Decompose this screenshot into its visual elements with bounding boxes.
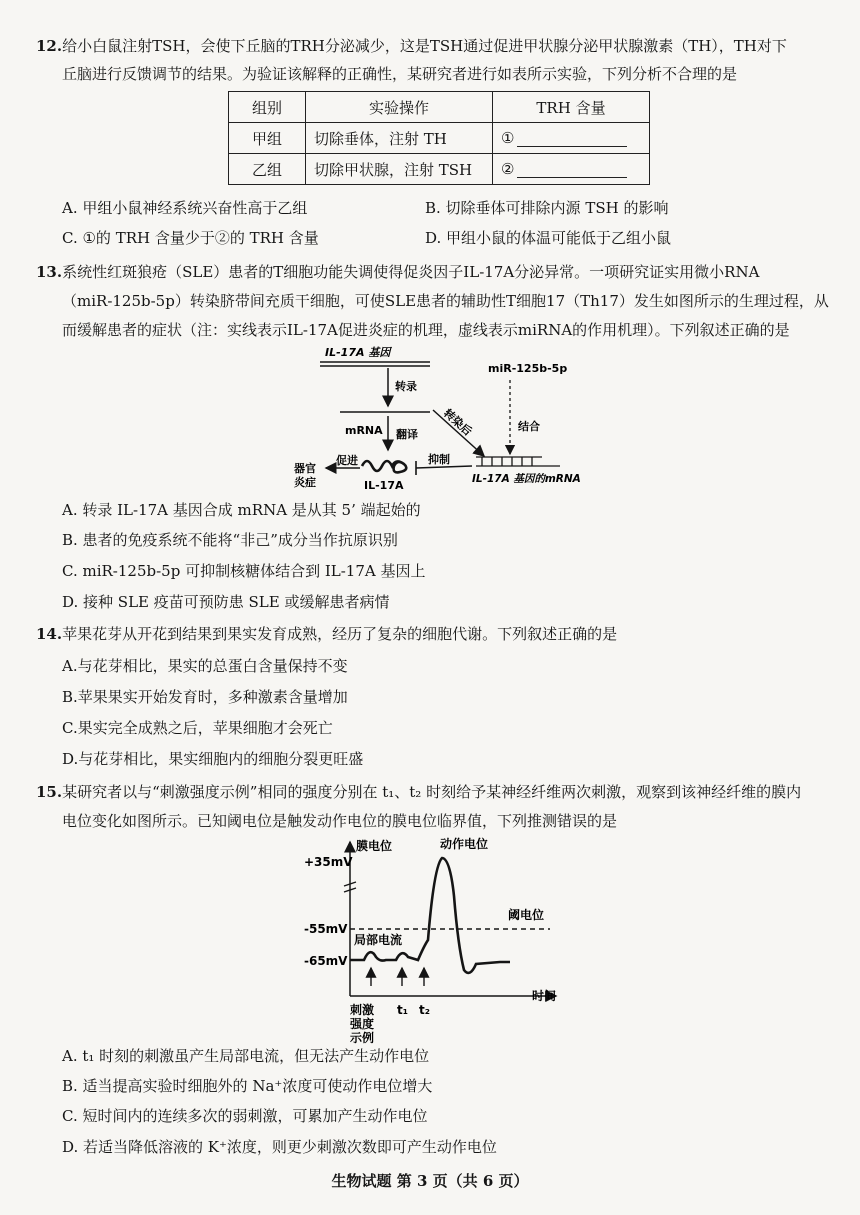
translation-label: 翻译 xyxy=(396,428,418,441)
target-mrna-ladder xyxy=(476,457,560,466)
q14-number: 14. xyxy=(36,625,63,643)
transfection-label: 转染后 xyxy=(440,406,475,439)
q12-option-b: B. 切除垂体可排除内源 TSH 的影响 xyxy=(425,199,669,217)
q13-number: 13. xyxy=(36,263,63,281)
q15-option-c: C. 短时间内的连续多次的弱刺激，可累加产生动作电位 xyxy=(62,1107,428,1125)
stim-label-line2: 强度 xyxy=(350,1017,375,1031)
organ-label: 器官 xyxy=(294,462,316,475)
q13-option-a: A. 转录 IL-17A 基因合成 mRNA 是从其 5’ 端起始的 xyxy=(62,501,421,519)
q14-option-c: C.果实完全成熟之后，苹果细胞才会死亡 xyxy=(62,719,333,737)
tick-label: +35mV xyxy=(304,855,353,869)
inhibit-line xyxy=(416,466,472,468)
q12-table xyxy=(228,91,650,185)
membrane-potential-curve xyxy=(350,858,510,973)
x-axis-label: 时间 xyxy=(532,989,557,1003)
q14-option-a: A.与花芽相比，果实的总蛋白含量保持不变 xyxy=(62,657,348,675)
gene-label: IL-17A 基因 xyxy=(325,346,391,359)
table-header-cell: 实验操作 xyxy=(306,92,493,123)
q13-option-c: C. miR-125b-5p 可抑制核糖体结合到 IL-17A 基因上 xyxy=(62,562,426,580)
tick-label: -55mV xyxy=(304,922,348,936)
q13-option-d: D. 接种 SLE 疫苗可预防患 SLE 或缓解患者病情 xyxy=(62,593,390,611)
stim-label-line1: 刺激 xyxy=(350,1003,375,1017)
q13-line1-text: 系统性红斑狼疮（SLE）患者的T细胞功能失调使得促炎因子IL-17A分泌异常。一项研究证实用微小RNA xyxy=(62,263,760,281)
q12-option-d: D. 甲组小鼠的体温可能低于乙组小鼠 xyxy=(425,229,672,247)
q15-option-d: D. 若适当降低溶液的 K⁺浓度，则更少刺激次数即可产生动作电位 xyxy=(62,1138,497,1156)
table-cell: 切除垂体，注射 TH xyxy=(306,123,493,154)
q12-stem-line1 xyxy=(36,36,787,56)
q13-stem-line2: （miR-125b-5p）转染脐带间充质干细胞，可使SLE患者的辅助性T细胞17（Th17）发生如图所示的生理过程，从 xyxy=(62,292,829,310)
mirna-label: miR-125b-5p xyxy=(488,362,568,375)
q13-option-b: B. 患者的免疫系统不能将“非己”成分当作抗原识别 xyxy=(62,531,398,549)
stim-label-line3: 示例 xyxy=(350,1031,375,1045)
target-mrna-label: IL-17A 基因的mRNA xyxy=(472,473,581,485)
q12-option-c: C. ①的 TRH 含量少于②的 TRH 含量 xyxy=(62,229,319,247)
q15-number: 15. xyxy=(36,783,63,801)
local-current-label: 局部电流 xyxy=(354,933,403,947)
q15-stem-line1 xyxy=(36,782,801,802)
q12-line1-text: 给小白鼠注射TSH，会使下丘脑的TRH分泌减少，这是TSH通过促进甲状腺分泌甲状腺激素（TH），TH对下 xyxy=(62,37,787,55)
t2-label: t₂ xyxy=(419,1003,430,1017)
transcription-label: 转录 xyxy=(395,380,417,393)
q15-option-b: B. 适当提高实验时细胞外的 Na⁺浓度可使动作电位增大 xyxy=(62,1077,433,1095)
table-cell xyxy=(493,123,650,154)
answer-mark: ① xyxy=(501,129,515,147)
answer-blank xyxy=(517,161,627,178)
q12-stem-line2: 丘脑进行反馈调节的结果。为验证该解释的正确性，某研究者进行如表所示实验，下列分析不合理的是 xyxy=(62,65,738,83)
q15-line1-text: 某研究者以与“刺激强度示例”相同的强度分别在 t₁、t₂ 时刻给予某神经纤维两次刺激，观察到该神经纤维的膜内 xyxy=(62,783,802,801)
answer-mark: ② xyxy=(501,160,515,178)
mrna-label: mRNA xyxy=(345,424,383,437)
table-cell: 甲组 xyxy=(229,123,306,154)
q12-number: 12. xyxy=(36,37,63,55)
q13-stem-line1 xyxy=(36,262,759,282)
y-axis-label: 膜电位 xyxy=(356,839,393,853)
tick-label: -65mV xyxy=(304,954,348,968)
q12-option-a: A. 甲组小鼠神经系统兴奋性高于乙组 xyxy=(62,199,308,217)
table-header-row xyxy=(229,92,650,123)
table-row xyxy=(229,154,650,185)
q15-option-a: A. t₁ 时刻的刺激虽产生局部电流，但无法产生动作电位 xyxy=(62,1047,430,1065)
q13-stem-line3: 而缓解患者的症状（注：实线表示IL-17A促进炎症的机理，虚线表示miRNA的作用机理）。下列叙述正确的是 xyxy=(62,321,790,339)
q14-line1-text: 苹果花芽从开花到结果到果实发育成熟，经历了复杂的细胞代谢。下列叙述正确的是 xyxy=(62,625,618,643)
table-cell: 乙组 xyxy=(229,154,306,185)
q14-option-b: B.苹果果实开始发育时，多种激素含量增加 xyxy=(62,688,348,706)
table-cell xyxy=(493,154,650,185)
table-cell: 切除甲状腺，注射 TSH xyxy=(306,154,493,185)
q13-diagram xyxy=(270,344,610,494)
table-header-cell: 组别 xyxy=(229,92,306,123)
t1-label: t₁ xyxy=(397,1003,408,1017)
action-potential-label: 动作电位 xyxy=(440,837,489,851)
table-header-cell: TRH 含量 xyxy=(493,92,650,123)
promote-label: 促进 xyxy=(336,454,358,467)
page-footer: 生物试题 第 3 页（共 6 页） xyxy=(331,1172,529,1190)
q15-stem-line2: 电位变化如图所示。已知阈电位是触发动作电位的膜电位临界值，下列推测错误的是 xyxy=(62,812,618,830)
bind-label: 结合 xyxy=(518,420,540,433)
q14-stem-line1 xyxy=(36,624,617,644)
table-row xyxy=(229,123,650,154)
protein-label: IL-17A xyxy=(364,479,404,492)
threshold-label: 阈电位 xyxy=(508,908,545,922)
answer-blank xyxy=(517,130,627,147)
q15-membrane-potential-chart xyxy=(300,836,580,1045)
q14-option-d: D.与花芽相比，果实细胞内的细胞分裂更旺盛 xyxy=(62,750,364,768)
inflammation-label: 炎症 xyxy=(294,476,316,489)
protein-coil-icon xyxy=(362,461,406,472)
inhibit-label: 抑制 xyxy=(428,453,450,466)
